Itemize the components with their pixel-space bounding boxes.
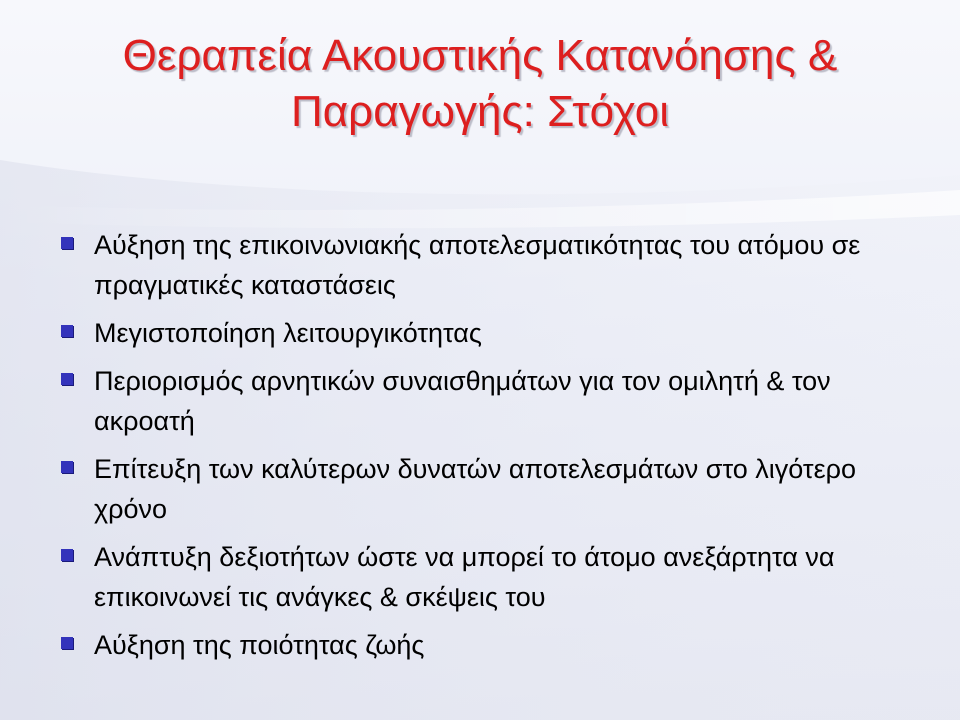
- bullet-item: [58, 225, 928, 305]
- bullet-text: Αύξηση της επικοινωνιακής αποτελεσματικότητας του ατόμου σε πραγματικές καταστάσεις: [94, 230, 861, 300]
- title-line-1: Θεραπεία Ακουστικής Κατανόησης &: [122, 31, 838, 80]
- bullet-text: Μεγιστοποίηση λειτουργικότητας: [94, 318, 482, 348]
- bullet-text: Επίτευξη των καλύτερων δυνατών αποτελεσμάτων στο λιγότερο χρόνο: [94, 454, 856, 524]
- square-bullet-icon: [61, 325, 73, 337]
- bullet-list: [58, 225, 928, 673]
- square-bullet-icon: [61, 373, 73, 385]
- bullet-text: Ανάπτυξη δεξιοτήτων ώστε να μπορεί το άτομο ανεξάρτητα να επικοινωνεί τις ανάγκες & σκέψεις του: [94, 542, 835, 612]
- square-bullet-icon: [61, 549, 73, 561]
- square-bullet-icon: [61, 637, 73, 649]
- bullet-item: [58, 537, 928, 617]
- bullet-text: Αύξηση της ποιότητας ζωής: [94, 630, 425, 660]
- title-line-2: Παραγωγής: Στόχοι: [290, 87, 670, 136]
- bullet-text: Περιορισμός αρνητικών συναισθημάτων για τον ομιλητή & τον ακροατή: [94, 366, 831, 436]
- slide-title: [40, 28, 920, 140]
- bullet-item: [58, 361, 928, 441]
- bullet-item: [58, 625, 928, 665]
- square-bullet-icon: [61, 237, 73, 249]
- bullet-item: [58, 449, 928, 529]
- square-bullet-icon: [61, 461, 73, 473]
- bullet-item: [58, 313, 928, 353]
